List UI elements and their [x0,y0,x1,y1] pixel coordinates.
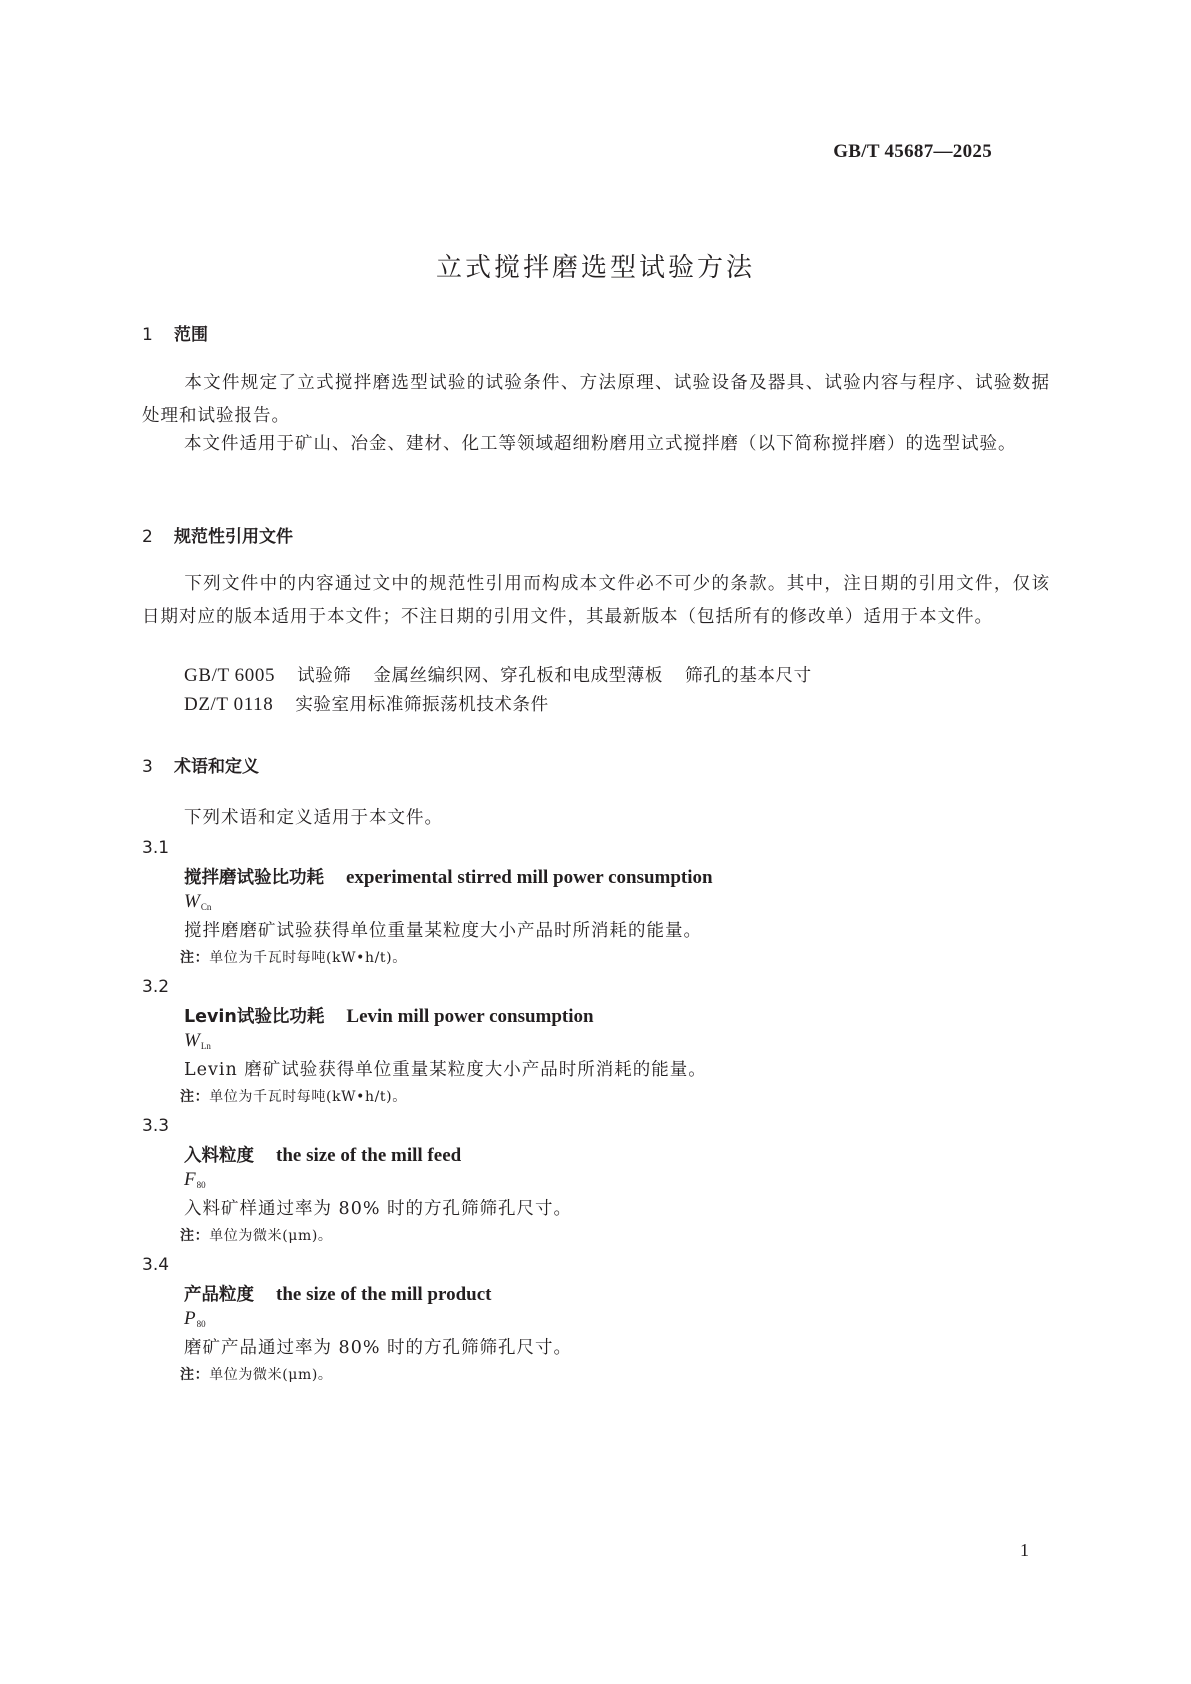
page-number: 1 [1020,1540,1029,1560]
term-definition: 入料矿样通过率为 80% 时的方孔筛筛孔尺寸。 [184,1199,573,1219]
references-intro [142,568,1050,634]
section-number: 1 [142,325,153,345]
section-title: 规范性引用文件 [174,527,293,547]
section-number: 3 [142,757,153,777]
section-number: 2 [142,527,153,547]
reference-item [184,662,812,687]
document-title: 立式搅拌磨选型试验方法 [435,253,755,283]
scope-text-2: 本文件适用于矿山、冶金、建材、化工等领域超细粉磨用立式搅拌磨（以下简称搅拌磨）的选型试验。 [184,434,1017,454]
reference-title-part: 筛孔的基本尺寸 [685,666,812,686]
term-number: 3.4 [142,1255,170,1275]
section-heading-terms [142,752,259,777]
term-en: Levin mill power consumption [346,1006,594,1027]
term-cn: 入料粒度 [184,1146,254,1166]
terms-intro: 下列术语和定义适用于本文件。 [184,808,443,828]
term-symbol: $P_{80}$ [184,1308,206,1329]
term-note: 注：单位为千瓦时每吨(kW•h/t)。 [180,1089,407,1105]
term-note: 注：单位为微米(μm)。 [180,1367,333,1383]
term-heading [184,1003,594,1028]
scope-paragraph-2 [142,428,1050,461]
term-en: experimental stirred mill power consumption [346,867,713,888]
section-heading-references [142,522,293,547]
reference-title-part: 金属丝编织网、穿孔板和电成型薄板 [373,666,664,686]
scope-text-1: 本文件规定了立式搅拌磨选型试验的试验条件、方法原理、试验设备及器具、试验内容与程序、试验数据处理和试验报告。 [142,373,1050,426]
standard-number: GB/T 45687—2025 [833,141,992,162]
term-symbol: $W_{Cn}$ [184,891,212,912]
term-number: 3.1 [142,838,170,858]
section-title: 范围 [174,325,208,345]
term-heading [184,1281,492,1306]
term-number: 3.3 [142,1116,170,1136]
reference-item [184,691,549,716]
term-note: 注：单位为千瓦时每吨(kW•h/t)。 [180,950,407,966]
scope-paragraph-1 [142,367,1050,433]
term-number: 3.2 [142,977,170,997]
term-symbol: $F_{80}$ [184,1169,206,1190]
references-intro-text: 下列文件中的内容通过文中的规范性引用而构成本文件必不可少的条款。其中，注日期的引用文件，仅该日期对应的版本适用于本文件；不注日期的引用文件，其最新版本（包括所有的修改单）适用于本文件。 [142,574,1050,627]
section-heading-scope [142,320,208,345]
term-en: the size of the mill product [276,1284,492,1305]
term-heading [184,864,713,889]
term-definition: Levin 磨矿试验获得单位重量某粒度大小产品时所消耗的能量。 [184,1060,707,1080]
term-heading [184,1142,461,1167]
term-cn: Levin试验比功耗 [184,1007,325,1027]
term-cn: 产品粒度 [184,1285,254,1305]
term-en: the size of the mill feed [276,1145,462,1166]
term-symbol: $W_{Ln}$ [184,1030,211,1051]
reference-code: DZ/T 0118 [184,694,274,715]
section-title: 术语和定义 [174,757,259,777]
term-definition: 搅拌磨磨矿试验获得单位重量某粒度大小产品时所消耗的能量。 [184,921,702,941]
term-note: 注：单位为微米(μm)。 [180,1228,333,1244]
reference-code: GB/T 6005 [184,665,276,686]
reference-title-part: 实验室用标准筛振荡机技术条件 [295,695,549,715]
term-cn: 搅拌磨试验比功耗 [184,868,324,888]
term-definition: 磨矿产品通过率为 80% 时的方孔筛筛孔尺寸。 [184,1338,573,1358]
reference-title-part: 试验筛 [297,666,352,686]
